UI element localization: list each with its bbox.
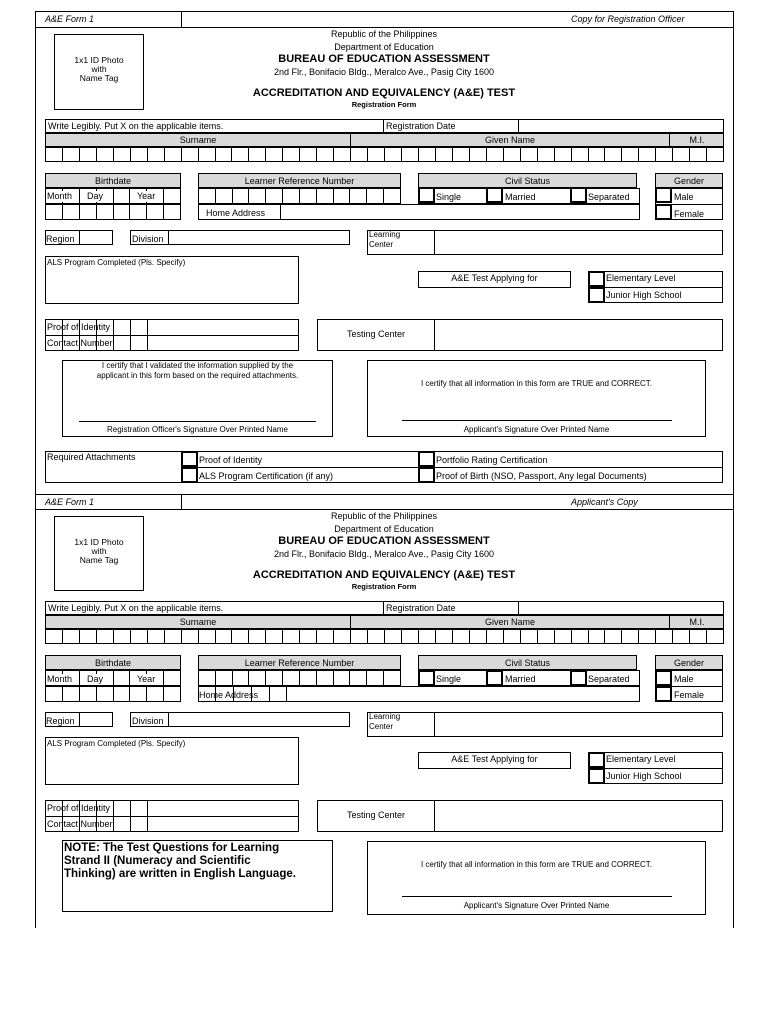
junior-high-label: Junior High School (606, 290, 682, 300)
instructions-text: Write Legibly. Put X on the applicable items. (48, 121, 224, 131)
male-checkbox[interactable] (655, 187, 672, 203)
given-name-label: Given Name (484, 135, 536, 145)
officer-signature-label: Registration Officer's Signature Over Printed Name (106, 425, 288, 434)
lrn-input-grid-copy2[interactable] (198, 670, 401, 686)
applicant-signature-line-copy2[interactable] (402, 896, 672, 897)
form-title: ACCREDITATION AND EQUIVALENCY (A&E) TEST (252, 87, 516, 99)
day-label: Day (87, 191, 104, 201)
married-label: Married (505, 192, 536, 202)
home-address-label: Home Address (206, 208, 266, 218)
registration-date-label: Registration Date (386, 121, 456, 131)
year-label-copy2: Year (137, 674, 156, 684)
region-label: Region (46, 234, 75, 244)
male-checkbox-copy2[interactable] (655, 670, 672, 686)
form-label: A&E Form 1 (45, 14, 95, 24)
department-text: Department of Education (334, 42, 434, 52)
att-birth-label: Proof of Birth (NSO, Passport, Any legal Documents) (436, 471, 647, 481)
single-checkbox[interactable] (418, 187, 435, 203)
lrn-label-copy2: Learner Reference Number (244, 658, 355, 668)
home-address-label-copy2: Home Address (199, 690, 259, 700)
learning-center-field-copy2[interactable] (435, 713, 723, 736)
day-label-copy2: Day (87, 674, 104, 684)
month-label-copy2: Month (47, 674, 73, 684)
civil-status-label-copy2: Civil Status (504, 658, 550, 668)
applicant-signature-label-copy2: Applicant's Signature Over Printed Name (463, 901, 610, 910)
lrn-input-grid[interactable] (198, 188, 401, 204)
birthdate-input-grid[interactable] (45, 204, 181, 220)
att-als-cert-checkbox[interactable] (181, 467, 198, 483)
gender-label-copy2: Gender (673, 658, 705, 668)
learning-center-label: Learning Center (369, 230, 401, 249)
junior-high-checkbox-copy2[interactable] (588, 768, 605, 784)
att-proof-identity-checkbox[interactable] (181, 451, 198, 467)
testing-center-field-copy2[interactable] (435, 801, 723, 831)
separated-label-copy2: Separated (588, 674, 630, 684)
att-portfolio-checkbox[interactable] (418, 451, 435, 467)
region-field[interactable] (80, 231, 112, 244)
separated-label: Separated (588, 192, 630, 202)
learning-center-field[interactable] (435, 231, 723, 254)
copy-label: Copy for Registration Officer (571, 14, 685, 24)
att-birth-checkbox[interactable] (418, 467, 435, 483)
copy-label-copy2: Applicant's Copy (571, 497, 638, 507)
note-text: NOTE: The Test Questions for Learning Strand II (Numeracy and Scientific Thinking) are written in English Language. (64, 842, 296, 880)
female-label-copy2: Female (674, 690, 705, 700)
female-checkbox[interactable] (655, 204, 672, 220)
applicant-signature-line[interactable] (402, 420, 672, 421)
division-label-copy2: Division (132, 716, 164, 726)
married-label-copy2: Married (505, 674, 536, 684)
learning-center-label-copy2: Learning Center (369, 712, 401, 731)
registration-date-label-copy2: Registration Date (386, 603, 456, 613)
att-als-cert-label: ALS Program Certification (if any) (199, 471, 334, 481)
bureau-title: BUREAU OF EDUCATION ASSESSMENT (278, 53, 490, 65)
contact-number-label: Contact Number (47, 338, 113, 348)
required-attachments-label: Required Attachments (47, 452, 136, 462)
photo-box-copy2: 1x1 ID Photo with Name Tag (54, 516, 144, 591)
applicant-signature-label: Applicant's Signature Over Printed Name (463, 425, 610, 434)
header (184, 28, 584, 109)
civil-status-label: Civil Status (504, 176, 550, 186)
birthdate-label-copy2: Birthdate (94, 658, 132, 668)
junior-high-checkbox[interactable] (588, 287, 605, 303)
elementary-checkbox[interactable] (588, 271, 605, 287)
header-copy2: Republic of the Philippines Department of Education BUREAU OF EDUCATION ASSESSMENT 2nd Flr., Bonifacio Bldg., Meralco Ave., Pasig City 1600 ACCREDITATION AND EQUIVALENCY (A&E) TEST Registration Form (252, 511, 516, 591)
given-name-label-copy2: Given Name (484, 617, 536, 627)
applicant-cert-text-copy2: I certify that all information in this form are TRUE and CORRECT. (420, 860, 653, 869)
testing-center-field[interactable] (435, 320, 723, 350)
att-portfolio-label: Portfolio Rating Certification (436, 455, 548, 465)
separated-checkbox-copy2[interactable] (570, 670, 587, 686)
female-label: Female (674, 209, 705, 219)
elementary-label: Elementary Level (606, 273, 676, 283)
birthdate-input-grid-copy2[interactable] (45, 686, 181, 702)
elementary-label-copy2: Elementary Level (606, 754, 676, 764)
contact-number-field[interactable] (148, 336, 298, 350)
als-program-label: ALS Program Completed (Pls. Specify) (47, 258, 186, 267)
lrn-label: Learner Reference Number (244, 176, 355, 186)
surname-label: Surname (179, 135, 217, 145)
applicant-cert-text: I certify that all information in this form are TRUE and CORRECT. (420, 379, 653, 388)
form-label-copy2: A&E Form 1 (45, 497, 95, 507)
married-checkbox[interactable] (486, 187, 503, 203)
photo-box: 1x1 ID Photo with Name Tag (54, 34, 144, 110)
name-input-grid[interactable] (45, 147, 724, 162)
region-label-copy2: Region (46, 716, 75, 726)
instructions-text-copy2: Write Legibly. Put X on the applicable items. (48, 603, 224, 613)
republic-text: Republic of the Philippines (330, 29, 438, 39)
proof-identity-field[interactable] (148, 320, 298, 334)
mi-label-copy2: M.I. (689, 617, 705, 627)
contact-number-field-copy2[interactable] (148, 817, 298, 831)
elementary-checkbox-copy2[interactable] (588, 752, 605, 768)
testing-center-label: Testing Center (346, 329, 406, 339)
division-field[interactable] (169, 231, 349, 244)
officer-signature-line[interactable] (79, 421, 316, 422)
att-proof-identity-label: Proof of Identity (199, 455, 263, 465)
gender-label: Gender (673, 176, 705, 186)
male-label-copy2: Male (674, 674, 694, 684)
officer-cert-text: I certify that I validated the information supplied by the applicant in this form based on the required attachments. (96, 361, 299, 380)
contact-number-label-copy2: Contact Number (47, 819, 113, 829)
single-checkbox-copy2[interactable] (418, 670, 435, 686)
address-text: 2nd Flr., Bonifacio Bldg., Meralco Ave., Pasig City 1600 (274, 67, 494, 77)
surname-label-copy2: Surname (179, 617, 217, 627)
single-label: Single (436, 192, 462, 202)
registration-date-field[interactable] (519, 120, 723, 132)
proof-identity-label: Proof of Identity (47, 322, 111, 332)
test-applying-label-copy2: A&E Test Applying for (451, 754, 538, 764)
year-label: Year (137, 191, 156, 201)
name-input-grid-copy2[interactable] (45, 629, 724, 644)
separated-checkbox[interactable] (570, 187, 587, 203)
test-applying-label: A&E Test Applying for (451, 273, 538, 283)
proof-identity-field-copy2[interactable] (148, 801, 298, 815)
month-label: Month (47, 191, 73, 201)
junior-high-label-copy2: Junior High School (606, 771, 682, 781)
region-field-copy2[interactable] (80, 713, 112, 726)
form-subtitle: Registration Form (351, 100, 417, 109)
single-label-copy2: Single (436, 674, 462, 684)
testing-center-label-copy2: Testing Center (346, 810, 406, 820)
male-label: Male (674, 192, 694, 202)
home-address-field-copy2[interactable] (198, 686, 640, 702)
als-program-label-copy2: ALS Program Completed (Pls. Specify) (47, 739, 186, 748)
photo-label: 1x1 ID Photo (74, 55, 124, 65)
division-label: Division (132, 234, 164, 244)
registration-date-field-copy2[interactable] (519, 602, 723, 614)
female-checkbox-copy2[interactable] (655, 686, 672, 702)
married-checkbox-copy2[interactable] (486, 670, 503, 686)
mi-label: M.I. (689, 135, 705, 145)
division-field-copy2[interactable] (169, 713, 349, 726)
birthdate-label: Birthdate (94, 176, 132, 186)
proof-identity-label-copy2: Proof of Identity (47, 803, 111, 813)
